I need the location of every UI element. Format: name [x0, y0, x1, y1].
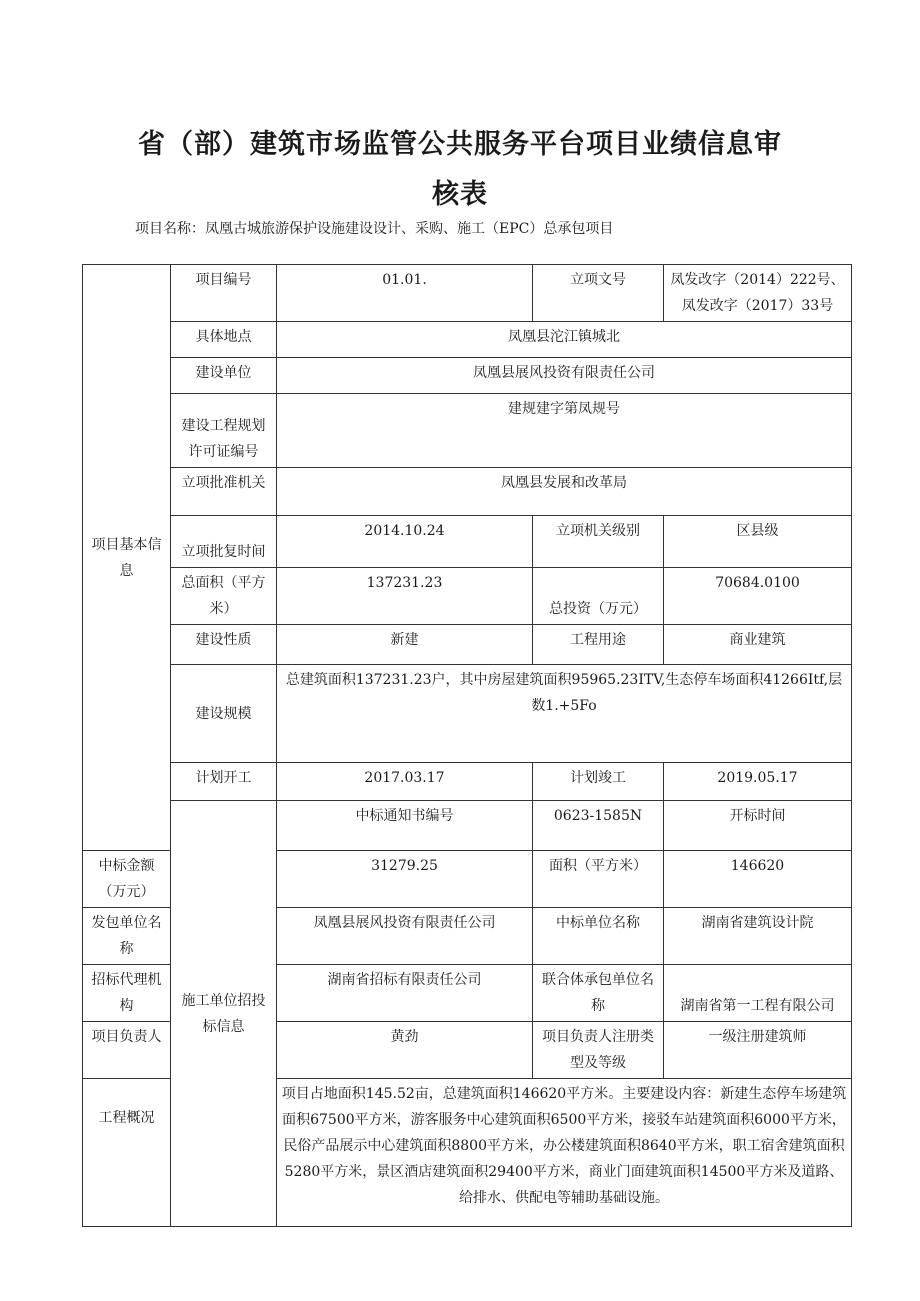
bid-area-value: 146620 [664, 851, 852, 908]
agency-value: 湖南省招标有限责任公司 [277, 965, 533, 1022]
permit-value: 建规建字第凤规号 [277, 394, 852, 468]
start-value: 2017.03.17 [277, 763, 533, 801]
table-row [83, 322, 852, 358]
location-label: 具体地点 [171, 322, 277, 358]
table-row [83, 763, 852, 801]
table-row [83, 516, 852, 568]
authority-level-value: 区县级 [664, 516, 852, 568]
bid-area-label: 面积（平方米） [533, 851, 664, 908]
reg-type-value: 一级注册建筑师 [664, 1022, 852, 1079]
consortium-value: 湖南省第一工程有限公司 [664, 965, 852, 1022]
manager-label: 项目负责人 [83, 1022, 171, 1079]
approval-doc-label: 立项文号 [533, 265, 664, 322]
area-label: 总面积（平方米） [171, 568, 277, 625]
project-no-value: 01.01. [277, 265, 533, 322]
consortium-label: 联合体承包单位名称 [533, 965, 664, 1022]
employer-label: 发包单位名称 [83, 908, 171, 965]
nature-label: 建设性质 [171, 625, 277, 665]
reg-type-label: 项目负责人注册类型及等级 [533, 1022, 664, 1079]
table-row [83, 625, 852, 665]
nature-value: 新建 [277, 625, 533, 665]
table-row [83, 801, 852, 851]
location-value: 凤凰县沱江镇城北 [277, 322, 852, 358]
table-row [83, 568, 852, 625]
table-row [83, 358, 852, 394]
authority-value: 凤凰县发展和改革局 [277, 468, 852, 516]
end-label: 计划竣工 [533, 763, 664, 801]
project-name: 项目名称：凤凰古城旅游保护设施建设设计、采购、施工（EPC）总承包项目 [135, 221, 614, 237]
end-value: 2019.05.17 [664, 763, 852, 801]
approval-doc-value: 凤发改字（2014）222号、凤发改字（2017）33号 [664, 265, 852, 322]
permit-label: 建设工程规划许可证编号 [171, 394, 277, 468]
notice-no-label: 中标通知书编号 [277, 801, 533, 851]
overview-value: 项目占地面积145.52亩，总建筑面积146620平方米。主要建设内容：新建生态停车场建筑面积67500平方米，游客服务中心建筑面积6500平方米，接驳车站建筑面积6000平方米，民俗产品展示中心建筑面积8800平方米，办公楼建筑面积8640平方米，职工宿舍建筑面积5280平方米，景区酒店建筑面积29400平方米，商业门面建筑面积14500平方米及道路、给排水、供配电等辅助基础设施。 [277, 1079, 852, 1227]
usage-label: 工程用途 [533, 625, 664, 665]
table-row [83, 468, 852, 516]
winner-value: 湖南省建筑设计院 [664, 908, 852, 965]
table-row [83, 265, 852, 322]
approval-time-label: 立项批复时间 [171, 516, 277, 568]
project-no-label: 项目编号 [171, 265, 277, 322]
winner-label: 中标单位名称 [533, 908, 664, 965]
amount-label: 中标金额（万元） [83, 851, 171, 908]
section-basic-info: 项目基本信息 [83, 265, 171, 851]
investment-value: 70684.0100 [664, 568, 852, 625]
builder-value: 凤凰县展风投资有限责任公司 [277, 358, 852, 394]
overview-label: 工程概况 [83, 1079, 171, 1227]
authority-label: 立项批准机关 [171, 468, 277, 516]
section-bid-info: 施工单位招投标信息 [171, 801, 277, 1227]
table-row [83, 665, 852, 763]
approval-time-value: 2014.10.24 [277, 516, 533, 568]
performance-table [82, 264, 852, 1227]
page-title-line2: 核表 [432, 179, 488, 210]
agency-label: 招标代理机构 [83, 965, 171, 1022]
page-title: 省（部）建筑市场监管公共服务平台项目业绩信息审 [138, 129, 782, 160]
open-time-label: 开标时间 [664, 801, 852, 851]
employer-value: 凤凰县展风投资有限责任公司 [277, 908, 533, 965]
notice-no-value: 0623-1585N [533, 801, 664, 851]
investment-label: 总投资（万元） [533, 568, 664, 625]
scale-value: 总建筑面积137231.23户，其中房屋建筑面积95965.23ITV,生态停车场面积41266Itf,层数1.+5Fo [277, 665, 852, 763]
authority-level-label: 立项机关级别 [533, 516, 664, 568]
amount-value: 31279.25 [277, 851, 533, 908]
table-row [83, 394, 852, 468]
usage-value: 商业建筑 [664, 625, 852, 665]
manager-value: 黄劲 [277, 1022, 533, 1079]
scale-label: 建设规模 [171, 665, 277, 763]
start-label: 计划开工 [171, 763, 277, 801]
builder-label: 建设单位 [171, 358, 277, 394]
area-value: 137231.23 [277, 568, 533, 625]
